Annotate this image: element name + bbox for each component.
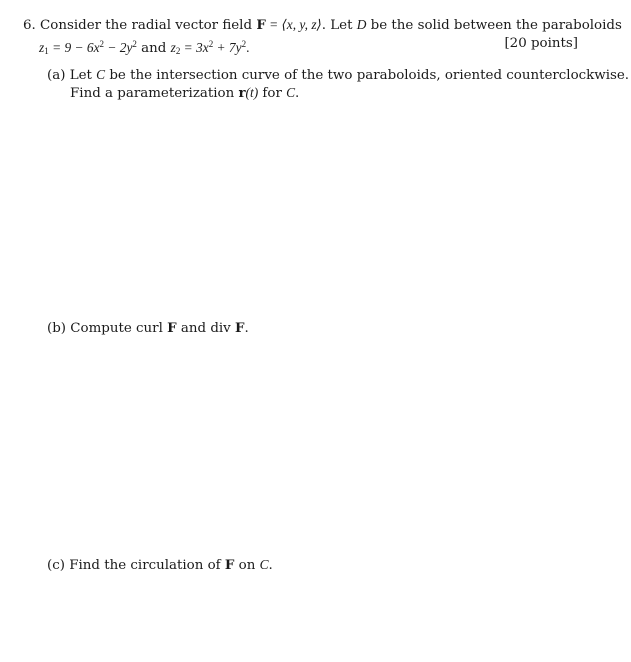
z1-exponent-y: 2: [132, 39, 137, 49]
curve-symbol-2: C: [286, 85, 296, 100]
z1-subscript: 1: [44, 46, 49, 56]
let-text: . Let: [321, 18, 357, 33]
part-b-line: [47, 320, 249, 337]
statement-end-period: .: [246, 40, 250, 55]
part-c-line: [47, 557, 273, 574]
and-text: and: [136, 41, 171, 56]
part-c-field-symbol: F: [224, 557, 235, 573]
z2-rhs-part-a: = 3x: [180, 40, 209, 55]
z1-exponent-x: 2: [99, 39, 105, 49]
field-definition: = ⟨x, y, z⟩: [265, 17, 322, 32]
solid-symbol: D: [356, 17, 367, 32]
r-argument: (t): [245, 85, 259, 100]
z1-variable: z: [39, 40, 45, 55]
z2-rhs-part-b: + 7y: [213, 40, 242, 55]
part-a-line-1: [47, 67, 629, 84]
z2-variable: z: [170, 40, 176, 55]
part-c-text-3: .: [268, 558, 273, 573]
problem-number: 6.: [23, 18, 36, 33]
z2-exponent-y: 2: [241, 39, 247, 49]
r-symbol: r: [238, 85, 246, 101]
part-b-field-symbol-1: F: [167, 320, 177, 336]
part-a-line-2: [70, 85, 299, 102]
part-a-text-2: be the intersection curve of the two paraboloids, oriented counterclockwise.: [105, 68, 630, 83]
part-a-text-4: for: [258, 86, 287, 101]
problem-statement-line-1: [23, 17, 622, 34]
problem-statement-line-2: [39, 36, 249, 59]
z2-subscript: 2: [175, 46, 181, 56]
part-b-field-symbol-2: F: [235, 320, 245, 336]
part-b-text-3: .: [244, 321, 249, 336]
part-a-text-3: Find a parameterization: [70, 86, 239, 101]
field-symbol: F: [256, 17, 266, 33]
part-b-text-2: and div: [176, 321, 236, 336]
problem-intro: Consider the radial vector field: [40, 18, 253, 33]
part-a-text-1: Let: [65, 68, 97, 83]
curve-symbol: C: [96, 67, 106, 82]
points-label: [20 points]: [504, 36, 578, 51]
part-a-label: (a): [47, 68, 66, 83]
z1-rhs-part-a: = 9 − 6x: [48, 40, 100, 55]
part-b-label: (b): [47, 321, 67, 336]
part-b-text-1: Compute curl: [66, 321, 168, 336]
z2-exponent-x: 2: [208, 39, 214, 49]
part-c-label: (c): [47, 558, 65, 573]
solid-description: be the solid between the paraboloids: [366, 18, 622, 33]
part-c-curve-symbol: C: [259, 557, 269, 572]
part-a-text-5: .: [295, 86, 300, 101]
part-c-text-2: on: [234, 558, 260, 573]
part-c-text-1: Find the circulation of: [64, 558, 225, 573]
z1-rhs-part-b: − 2y: [104, 40, 133, 55]
